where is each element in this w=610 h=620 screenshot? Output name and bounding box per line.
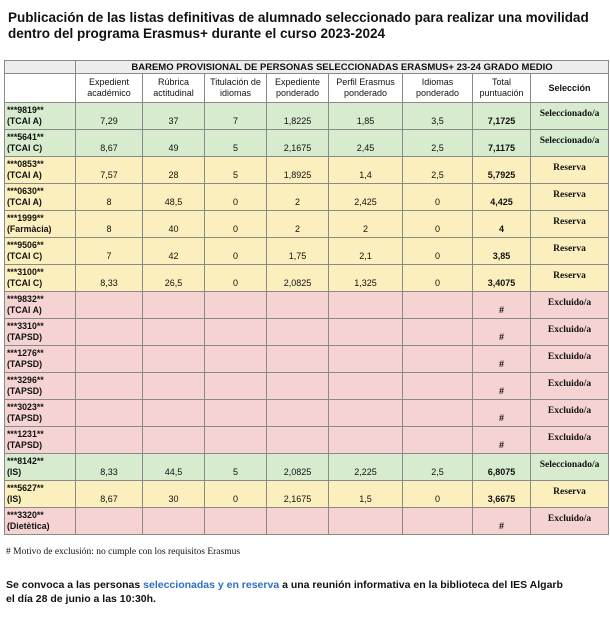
expedient-cell <box>76 319 143 346</box>
rubrica-cell <box>143 373 205 400</box>
selection-status-cell: Reserva <box>531 265 609 292</box>
total-cell: # <box>473 373 531 400</box>
student-id-cell <box>5 157 76 184</box>
selection-status-cell: Excluido/a <box>531 346 609 373</box>
titulacion-cell <box>205 508 267 535</box>
student-group: (TCAI C) <box>7 143 43 153</box>
table-row <box>5 103 609 130</box>
student-code: ***1276** <box>7 348 44 358</box>
student-id-cell <box>5 454 76 481</box>
perfil-erasmus-cell <box>329 292 403 319</box>
announcement-text-start: Se convoca a las personas <box>6 579 144 591</box>
expediente-ponderado-cell: 2 <box>267 211 329 238</box>
announcement-date: el día 28 de junio a las 10:30h. <box>6 593 156 605</box>
table-row <box>5 211 609 238</box>
student-group: (TCAI A) <box>7 116 42 126</box>
expediente-ponderado-cell <box>267 508 329 535</box>
selection-status-cell: Reserva <box>531 211 609 238</box>
expediente-ponderado-cell: 1,75 <box>267 238 329 265</box>
student-id-cell <box>5 211 76 238</box>
header-spacer <box>5 74 76 103</box>
titulacion-cell: 5 <box>205 157 267 184</box>
rubrica-cell: 28 <box>143 157 205 184</box>
student-group: (Farmàcia) <box>7 224 52 234</box>
expedient-cell <box>76 427 143 454</box>
selection-status-cell: Excluido/a <box>531 373 609 400</box>
table-row <box>5 319 609 346</box>
perfil-erasmus-cell: 1,5 <box>329 481 403 508</box>
selection-status-cell: Reserva <box>531 157 609 184</box>
student-code: ***3296** <box>7 375 44 385</box>
total-cell: 7,1725 <box>473 103 531 130</box>
selection-status-cell: Excluido/a <box>531 508 609 535</box>
total-cell: 3,4075 <box>473 265 531 292</box>
selection-status-cell: Reserva <box>531 238 609 265</box>
total-cell: 4 <box>473 211 531 238</box>
student-group: (TAPSD) <box>7 386 43 396</box>
expedient-cell: 8,67 <box>76 130 143 157</box>
student-code: ***3320** <box>7 510 44 520</box>
student-group: (TAPSD) <box>7 332 43 342</box>
announcement-highlight: seleccionadas y en reserva <box>143 579 280 591</box>
selection-status-cell: Seleccionado/a <box>531 130 609 157</box>
expediente-ponderado-cell: 2,1675 <box>267 481 329 508</box>
student-id-cell <box>5 427 76 454</box>
titulacion-cell: 0 <box>205 184 267 211</box>
perfil-erasmus-cell <box>329 319 403 346</box>
header-expedient: Expedient académico <box>76 74 143 103</box>
expediente-ponderado-cell <box>267 346 329 373</box>
ranking-table <box>4 60 609 535</box>
student-group: (IS) <box>7 494 22 504</box>
banner-spacer <box>5 61 76 74</box>
header-rubrica: Rúbrica actitudinal <box>143 74 205 103</box>
table-row <box>5 157 609 184</box>
selection-status-cell: Seleccionado/a <box>531 454 609 481</box>
student-code: ***5641** <box>7 132 44 142</box>
titulacion-cell: 0 <box>205 238 267 265</box>
selection-status-cell: Excluido/a <box>531 319 609 346</box>
rubrica-cell: 44,5 <box>143 454 205 481</box>
student-group: (TCAI A) <box>7 305 42 315</box>
perfil-erasmus-cell <box>329 508 403 535</box>
rubrica-cell <box>143 292 205 319</box>
student-id-cell <box>5 130 76 157</box>
total-cell: 7,1175 <box>473 130 531 157</box>
student-id-cell <box>5 373 76 400</box>
table-row <box>5 238 609 265</box>
total-cell: 4,425 <box>473 184 531 211</box>
idiomas-ponderado-cell: 2,5 <box>403 130 473 157</box>
total-cell: # <box>473 400 531 427</box>
selection-status-cell: Seleccionado/a <box>531 103 609 130</box>
header-titulacion: Titulación de idiomas <box>205 74 267 103</box>
titulacion-cell: 0 <box>205 265 267 292</box>
student-group: (TCAI A) <box>7 197 42 207</box>
student-id-cell <box>5 319 76 346</box>
expediente-ponderado-cell: 2,0825 <box>267 454 329 481</box>
student-group: (TAPSD) <box>7 440 43 450</box>
titulacion-cell <box>205 346 267 373</box>
student-code: ***9832** <box>7 294 44 304</box>
selection-status-cell: Reserva <box>531 184 609 211</box>
idiomas-ponderado-cell: 0 <box>403 184 473 211</box>
rubrica-cell: 26,5 <box>143 265 205 292</box>
meeting-announcement <box>6 578 596 606</box>
student-group: (TCAI C) <box>7 251 43 261</box>
exclusion-note: # Motivo de exclusión: no cumple con los requisitos Erasmus <box>6 547 241 557</box>
expedient-cell: 8,67 <box>76 481 143 508</box>
student-group: (Dietètica) <box>7 521 50 531</box>
table-row <box>5 373 609 400</box>
rubrica-cell <box>143 427 205 454</box>
expediente-ponderado-cell: 1,8925 <box>267 157 329 184</box>
header-seleccion: Selección <box>531 74 609 103</box>
student-group: (TAPSD) <box>7 413 43 423</box>
idiomas-ponderado-cell <box>403 346 473 373</box>
student-code: ***1231** <box>7 429 44 439</box>
student-id-cell <box>5 346 76 373</box>
expediente-ponderado-cell <box>267 292 329 319</box>
student-code: ***9819** <box>7 105 44 115</box>
student-code: ***3100** <box>7 267 44 277</box>
perfil-erasmus-cell: 1,325 <box>329 265 403 292</box>
perfil-erasmus-cell: 2,225 <box>329 454 403 481</box>
idiomas-ponderado-cell <box>403 427 473 454</box>
student-group: (TCAI A) <box>7 170 42 180</box>
student-code: ***0853** <box>7 159 44 169</box>
perfil-erasmus-cell: 2,425 <box>329 184 403 211</box>
student-id-cell <box>5 292 76 319</box>
expediente-ponderado-cell: 2,0825 <box>267 265 329 292</box>
total-cell: # <box>473 292 531 319</box>
expedient-cell: 8,33 <box>76 454 143 481</box>
student-id-cell <box>5 184 76 211</box>
idiomas-ponderado-cell <box>403 508 473 535</box>
rubrica-cell <box>143 508 205 535</box>
student-id-cell <box>5 238 76 265</box>
perfil-erasmus-cell <box>329 427 403 454</box>
expedient-cell: 7,29 <box>76 103 143 130</box>
titulacion-cell <box>205 292 267 319</box>
table-row <box>5 346 609 373</box>
student-group: (IS) <box>7 467 22 477</box>
titulacion-cell <box>205 373 267 400</box>
table-row <box>5 265 609 292</box>
expedient-cell: 7,57 <box>76 157 143 184</box>
idiomas-ponderado-cell: 0 <box>403 481 473 508</box>
header-expediente-ponderado: Expediente ponderado <box>267 74 329 103</box>
total-cell: # <box>473 346 531 373</box>
total-cell: 5,7925 <box>473 157 531 184</box>
expedient-cell: 7 <box>76 238 143 265</box>
idiomas-ponderado-cell <box>403 292 473 319</box>
header-perfil-erasmus: Perfil Erasmus ponderado <box>329 74 403 103</box>
selection-status-cell: Reserva <box>531 481 609 508</box>
titulacion-cell <box>205 319 267 346</box>
perfil-erasmus-cell <box>329 400 403 427</box>
idiomas-ponderado-cell: 2,5 <box>403 157 473 184</box>
expedient-cell: 8 <box>76 211 143 238</box>
table-row <box>5 508 609 535</box>
perfil-erasmus-cell: 2 <box>329 211 403 238</box>
perfil-erasmus-cell: 1,4 <box>329 157 403 184</box>
expediente-ponderado-cell: 1,8225 <box>267 103 329 130</box>
expedient-cell <box>76 508 143 535</box>
selection-status-cell: Excluido/a <box>531 400 609 427</box>
rubrica-cell <box>143 400 205 427</box>
student-code: ***3023** <box>7 402 44 412</box>
idiomas-ponderado-cell: 0 <box>403 211 473 238</box>
expedient-cell <box>76 292 143 319</box>
titulacion-cell: 7 <box>205 103 267 130</box>
rubrica-cell: 37 <box>143 103 205 130</box>
perfil-erasmus-cell: 2,45 <box>329 130 403 157</box>
perfil-erasmus-cell: 2,1 <box>329 238 403 265</box>
table-row <box>5 400 609 427</box>
expediente-ponderado-cell <box>267 400 329 427</box>
expedient-cell <box>76 346 143 373</box>
student-id-cell <box>5 508 76 535</box>
idiomas-ponderado-cell: 2,5 <box>403 454 473 481</box>
expediente-ponderado-cell: 2,1675 <box>267 130 329 157</box>
student-code: ***8142** <box>7 456 44 466</box>
total-cell: 3,85 <box>473 238 531 265</box>
perfil-erasmus-cell: 1,85 <box>329 103 403 130</box>
perfil-erasmus-cell <box>329 373 403 400</box>
student-group: (TAPSD) <box>7 359 43 369</box>
table-banner: BAREMO PROVISIONAL DE PERSONAS SELECCIONADAS ERASMUS+ 23-24 GRADO MEDIO <box>76 61 609 74</box>
idiomas-ponderado-cell <box>403 319 473 346</box>
titulacion-cell <box>205 427 267 454</box>
idiomas-ponderado-cell <box>403 400 473 427</box>
student-id-cell <box>5 400 76 427</box>
student-code: ***0630** <box>7 186 44 196</box>
student-code: ***5627** <box>7 483 44 493</box>
total-cell: # <box>473 427 531 454</box>
expediente-ponderado-cell <box>267 427 329 454</box>
titulacion-cell: 5 <box>205 130 267 157</box>
rubrica-cell <box>143 319 205 346</box>
idiomas-ponderado-cell: 0 <box>403 265 473 292</box>
total-cell: 3,6675 <box>473 481 531 508</box>
expediente-ponderado-cell <box>267 319 329 346</box>
total-cell: 6,8075 <box>473 454 531 481</box>
table-row <box>5 481 609 508</box>
rubrica-cell: 48,5 <box>143 184 205 211</box>
student-id-cell <box>5 265 76 292</box>
expediente-ponderado-cell: 2 <box>267 184 329 211</box>
total-cell: # <box>473 319 531 346</box>
student-group: (TCAI C) <box>7 278 43 288</box>
header-idiomas-ponderado: Idiomas ponderado <box>403 74 473 103</box>
expedient-cell <box>76 373 143 400</box>
expedient-cell: 8,33 <box>76 265 143 292</box>
idiomas-ponderado-cell <box>403 373 473 400</box>
table-row <box>5 130 609 157</box>
expedient-cell: 8 <box>76 184 143 211</box>
titulacion-cell: 0 <box>205 481 267 508</box>
header-total: Total puntuación <box>473 74 531 103</box>
rubrica-cell: 42 <box>143 238 205 265</box>
table-row <box>5 454 609 481</box>
idiomas-ponderado-cell: 0 <box>403 238 473 265</box>
table-row <box>5 184 609 211</box>
titulacion-cell: 5 <box>205 454 267 481</box>
student-code: ***1999** <box>7 213 44 223</box>
rubrica-cell: 40 <box>143 211 205 238</box>
table-row <box>5 292 609 319</box>
student-id-cell <box>5 103 76 130</box>
titulacion-cell: 0 <box>205 211 267 238</box>
announcement-text-end: a una reunión informativa en la biblioteca del IES Algarb <box>279 579 563 591</box>
titulacion-cell <box>205 400 267 427</box>
table-row <box>5 427 609 454</box>
selection-status-cell: Excluido/a <box>531 427 609 454</box>
total-cell: # <box>473 508 531 535</box>
page-title: Publicación de las listas definitivas de alumnado seleccionado para realizar una movilidad dentro del programa Erasmus+ durante el curso 2023-2024 <box>8 10 589 41</box>
expediente-ponderado-cell <box>267 373 329 400</box>
student-code: ***3310** <box>7 321 44 331</box>
rubrica-cell: 30 <box>143 481 205 508</box>
rubrica-cell: 49 <box>143 130 205 157</box>
rubrica-cell <box>143 346 205 373</box>
student-id-cell <box>5 481 76 508</box>
expedient-cell <box>76 400 143 427</box>
selection-status-cell: Excluido/a <box>531 292 609 319</box>
idiomas-ponderado-cell: 3,5 <box>403 103 473 130</box>
student-code: ***9506** <box>7 240 44 250</box>
perfil-erasmus-cell <box>329 346 403 373</box>
table-body <box>5 103 609 535</box>
